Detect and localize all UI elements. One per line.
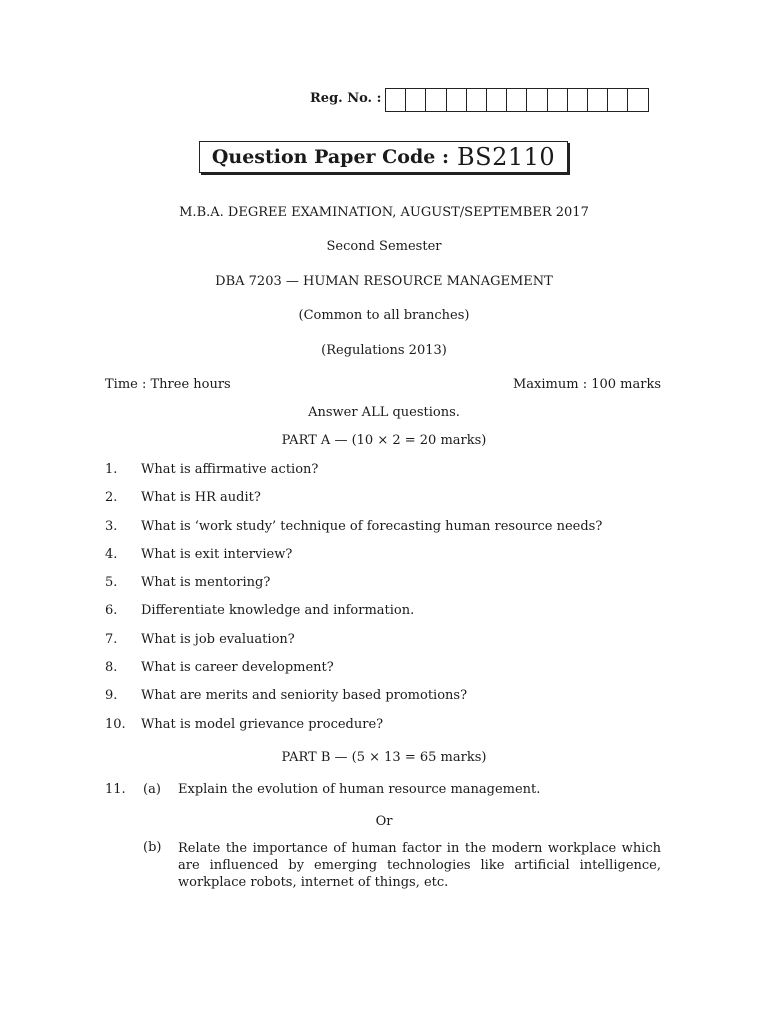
option-label-a: (a) xyxy=(143,782,161,797)
question-text: Differentiate knowledge and information. xyxy=(141,603,415,618)
option-label-b: (b) xyxy=(143,840,162,855)
question-number: 6. xyxy=(105,603,118,618)
part-a-heading: PART A — (10 × 2 = 20 marks) xyxy=(281,433,487,448)
or-separator: Or xyxy=(375,814,393,829)
question-text: What is job evaluation? xyxy=(141,632,295,647)
semester: Second Semester xyxy=(326,239,442,254)
regulations: (Regulations 2013) xyxy=(321,343,447,358)
subject-title: DBA 7203 — HUMAN RESOURCE MANAGEMENT xyxy=(215,274,553,289)
question-number: 7. xyxy=(105,632,118,647)
reg-no-digit-box xyxy=(467,89,487,111)
question-paper-code-box xyxy=(199,141,568,173)
question-number: 9. xyxy=(105,688,118,703)
question-text: What is mentoring? xyxy=(141,575,271,590)
reg-no-digit-box xyxy=(426,89,446,111)
common-note: (Common to all branches) xyxy=(298,308,470,323)
question-paper-code: BS2110 xyxy=(456,143,556,171)
instruction: Answer ALL questions. xyxy=(308,405,460,420)
question-number: 8. xyxy=(105,660,118,675)
reg-no-digit-box xyxy=(588,89,608,111)
question-number: 2. xyxy=(105,490,118,505)
reg-no-digit-box xyxy=(548,89,568,111)
reg-no-digit-box xyxy=(568,89,588,111)
question-text: What is affirmative action? xyxy=(141,462,319,477)
question-number: 10. xyxy=(105,717,126,732)
maximum-marks: Maximum : 100 marks xyxy=(512,377,661,392)
question-text: What is exit interview? xyxy=(141,547,293,562)
reg-no-boxes xyxy=(385,88,649,112)
question-text: What is HR audit? xyxy=(141,490,261,505)
exam-duration: Time : Three hours xyxy=(105,377,231,392)
exam-title: M.B.A. DEGREE EXAMINATION, AUGUST/SEPTEMBER 2017 xyxy=(179,205,589,220)
option-text-a: Explain the evolution of human resource management. xyxy=(178,782,541,797)
option-text-b: Relate the importance of human factor in the modern workplace which are influenced by emerging technologies like artificial intelligence, workplace robots, internet of things, etc. xyxy=(178,841,661,890)
question-number: 3. xyxy=(105,519,118,534)
reg-no-digit-box xyxy=(447,89,467,111)
reg-no-digit-box xyxy=(628,89,648,111)
question-number: 11. xyxy=(105,782,126,797)
reg-no-digit-box xyxy=(507,89,527,111)
question-text: What is career development? xyxy=(141,660,334,675)
question-paper-code-label: Question Paper Code : xyxy=(211,146,449,168)
reg-no-digit-box xyxy=(608,89,628,111)
part-b-heading: PART B — (5 × 13 = 65 marks) xyxy=(281,750,487,765)
question-text: What is model grievance procedure? xyxy=(141,717,384,732)
reg-no-label: Reg. No. : xyxy=(310,91,382,106)
question-text: What are merits and seniority based promotions? xyxy=(141,688,468,703)
question-number: 4. xyxy=(105,547,118,562)
reg-no-digit-box xyxy=(487,89,507,111)
reg-no-digit-box xyxy=(386,89,406,111)
question-text: What is ‘work study’ technique of forecasting human resource needs? xyxy=(141,519,603,534)
reg-no-digit-box xyxy=(406,89,426,111)
question-number: 5. xyxy=(105,575,118,590)
reg-no-digit-box xyxy=(527,89,547,111)
question-number: 1. xyxy=(105,462,118,477)
